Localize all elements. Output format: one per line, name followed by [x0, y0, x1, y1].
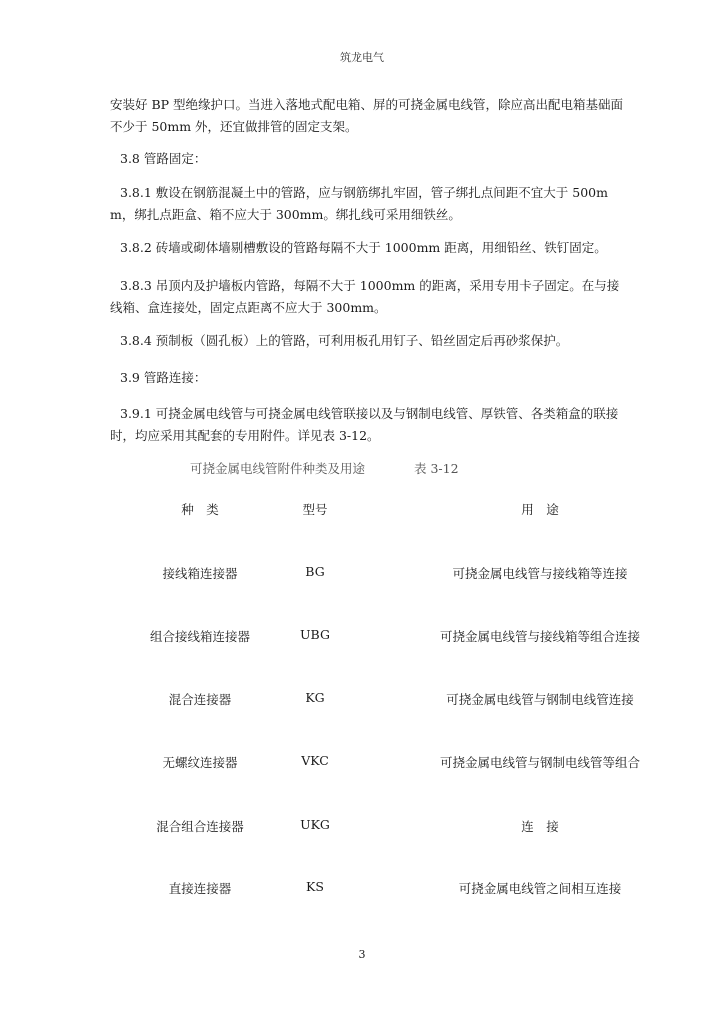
cell-model: UBG	[300, 627, 330, 642]
cell-usage: 可挠金属电线管之间相互连接	[458, 881, 622, 896]
cell-model: KS	[306, 879, 324, 894]
page-number: 3	[358, 948, 366, 961]
cell-model: VKC	[301, 753, 329, 768]
cell-usage: 可挠金属电线管与接线箱等组合连接	[439, 629, 640, 644]
table-title: 可挠金属电线管附件种类及用途	[190, 461, 366, 476]
header-model: 型号	[302, 502, 328, 517]
cell-type: 接线箱连接器	[162, 566, 238, 581]
cell-usage: 可挠金属电线管与钢制电线管连接	[446, 692, 634, 707]
header-type: 种 类	[181, 502, 219, 517]
header-usage: 用 途	[521, 502, 559, 517]
cell-model: UKG	[300, 817, 330, 832]
section-3-9-heading: 3.9 管路连接：	[120, 370, 207, 385]
table-number: 表 3-12	[414, 461, 459, 476]
paragraph-3-8-1: 3.8.1 敷设在钢筋混凝土中的管路，应与钢筋绑扎牢固，管子绑扎点间距不宜大于 500mm，绑扎点距盒、箱不应大于 300mm。绑扎线可采用细铁丝。	[110, 185, 608, 222]
cell-type: 混合连接器	[168, 692, 232, 707]
paragraph-3-9-1: 3.9.1 可挠金属电线管与可挠金属电线管联接以及与钢制电线管、厚铁管、各类箱盒的联接时，均应采用其配套的专用附件。详见表 3-12。	[110, 406, 619, 443]
paragraph-3-8-2: 3.8.2 砖墙或砌体墙剔槽敷设的管路每隔不大于 1000mm 距离，用细铅丝、铁钉固定。	[120, 240, 607, 255]
paragraph-3-8-3: 3.8.3 吊顶内及护墙板内管路，每隔不大于 1000mm 的距离，采用专用卡子固定。在与接线箱、盒连接处，固定点距离不应大于 300mm。	[110, 278, 620, 315]
cell-type: 混合组合连接器	[156, 819, 244, 834]
section-3-8-heading: 3.8 管路固定：	[120, 151, 207, 166]
cell-usage: 可挠金属电线管与接线箱等连接	[452, 566, 628, 581]
page-header: 筑龙电气	[340, 51, 384, 64]
cell-type: 组合接线箱连接器	[149, 629, 250, 644]
cell-model: KG	[305, 690, 325, 705]
cell-usage: 连 接	[521, 819, 559, 834]
cell-type: 直接连接器	[168, 881, 232, 896]
cell-type: 无螺纹连接器	[162, 755, 238, 770]
cell-usage: 可挠金属电线管与钢制电线管等组合	[439, 755, 640, 770]
cell-model: BG	[305, 564, 325, 579]
paragraph-bp-insulation: 安装好 BP 型绝缘护口。当进入落地式配电箱、屏的可挠金属电线管，除应高出配电箱基础面不少于 50mm 外，还宜做排管的固定支架。	[110, 97, 624, 134]
paragraph-3-8-4: 3.8.4 预制板（圆孔板）上的管路，可利用板孔用钉子、铅丝固定后再砂浆保护。	[120, 333, 569, 348]
